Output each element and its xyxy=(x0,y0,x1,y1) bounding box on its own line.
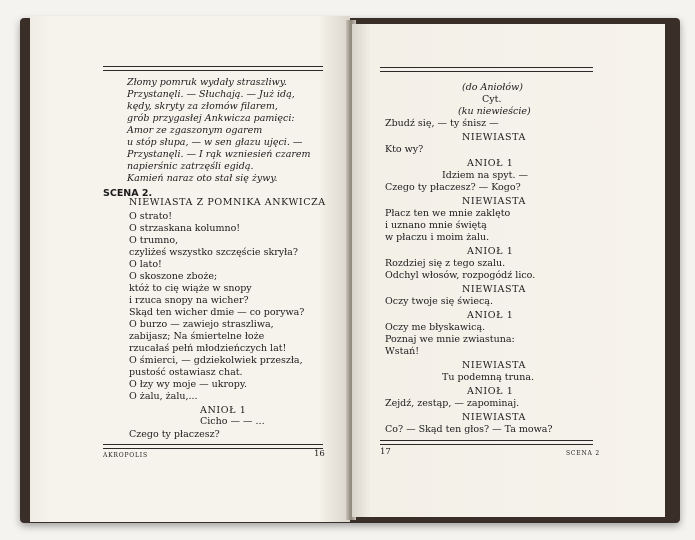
left-page xyxy=(30,16,350,522)
page-number: 17 xyxy=(380,447,391,457)
right-page xyxy=(352,24,665,517)
speaker-label: NIEWIASTA xyxy=(462,196,526,207)
angel-speaker: ANIOŁ 1 xyxy=(200,405,247,416)
stage-direction: Cyt. xyxy=(482,94,502,105)
angel-line: Cicho — — ... xyxy=(200,416,265,427)
verse-line: któż to cię wiąże w snopy xyxy=(129,283,252,294)
running-footer: SCENA 2 xyxy=(566,450,600,457)
bottom-rule xyxy=(380,440,593,445)
dialogue-line: Oczy me błyskawicą. xyxy=(385,322,486,333)
verse-line: zabijasz; Na śmiertelne łoże xyxy=(129,331,265,342)
speaker-label: NIEWIASTA xyxy=(462,360,526,371)
speaker-label: ANIOŁ 1 xyxy=(467,246,514,257)
intro-line: grób przygasłej Ankwicza pamięci: xyxy=(127,113,295,124)
dialogue-line: Oczy twoje się świecą. xyxy=(385,296,493,307)
intro-line: Kamień naraz oto stał się żywy. xyxy=(127,173,278,184)
dialogue-line: Idziem na spyt. — xyxy=(442,170,529,181)
verse-line: O lato! xyxy=(129,259,162,270)
verse-line: O żalu, żalu,... xyxy=(129,391,198,402)
dialogue-line: Czego ty płaczesz? — Kogo? xyxy=(385,182,521,193)
verse-line: Skąd ten wicher dmie — co porywa? xyxy=(129,307,305,318)
top-rule xyxy=(103,66,323,71)
dialogue-line: Co? — Skąd ten głos? — Ta mowa? xyxy=(385,424,553,435)
verse-line: O strato! xyxy=(129,211,173,222)
bottom-rule xyxy=(103,444,323,449)
verse-line: O trumno, xyxy=(129,235,179,246)
dialogue-line: Rozdziej się z tego szalu. xyxy=(385,258,506,269)
speaker-label: NIEWIASTA xyxy=(462,412,526,423)
intro-line: Złomy pomruk wydały straszliwy. xyxy=(127,77,287,88)
intro-line: Przystanęli. — I rąk wzniesień czarem xyxy=(127,149,311,160)
dialogue-line: Kto wy? xyxy=(385,144,424,155)
last-line: Czego ty płaczesz? xyxy=(129,429,220,440)
stage-direction: (ku niewieście) xyxy=(458,106,531,117)
dialogue-line: Wstań! xyxy=(385,346,420,357)
dialogue-line: Zejdź, zestąp, — zapominaj. xyxy=(385,398,520,409)
stage-direction: (do Aniołów) xyxy=(462,82,523,93)
intro-line: kędy, skryty za złomów filarem, xyxy=(127,101,278,112)
scene-label: SCENA 2. xyxy=(103,188,153,199)
verse-line: rzucałaś pełń młodzieńczych lat! xyxy=(129,343,287,354)
speaker-heading: NIEWIASTA Z POMNIKA ANKWICZA xyxy=(129,197,326,208)
dialogue-line: w płaczu i moim żalu. xyxy=(385,232,490,243)
verse-line: pustość ostawiasz chat. xyxy=(129,367,243,378)
intro-line: Przystanęli. — Słuchają. — Już idą, xyxy=(127,89,295,100)
verse-line: i rzuca snopy na wicher? xyxy=(129,295,249,306)
verse-line: czyliżeś wszystko szczęście skryła? xyxy=(129,247,298,258)
dialogue-line: i uznano mnie świętą xyxy=(385,220,487,231)
dialogue-line: Odchyl włosów, rozpogódź lico. xyxy=(385,270,536,281)
verse-line: O burzo — zawiejo straszliwa, xyxy=(129,319,274,330)
speaker-label: ANIOŁ 1 xyxy=(467,310,514,321)
verse-line: O strzaskana kolumno! xyxy=(129,223,241,234)
dialogue-line: Poznaj we mnie zwiastuna: xyxy=(385,334,515,345)
verse-line: O śmierci, — gdziekolwiek przeszła, xyxy=(129,355,303,366)
speaker-label: ANIOŁ 1 xyxy=(467,386,514,397)
intro-line: napierśnic zatrzęśli egidą. xyxy=(127,161,254,172)
intro-line: u stóp słupa, — w sen głazu ujęci. — xyxy=(127,137,303,148)
dialogue-line: Zbudź się, — ty śnisz — xyxy=(385,118,499,129)
running-footer: AKROPOLIS xyxy=(103,452,148,459)
intro-line: Amor ze zgaszonym ogarem xyxy=(127,125,263,136)
dialogue-line: Tu podemną truna. xyxy=(442,372,535,383)
speaker-label: NIEWIASTA xyxy=(462,284,526,295)
verse-line: O skoszone zboże; xyxy=(129,271,218,282)
dialogue-line: Płacz ten we mnie zaklęto xyxy=(385,208,511,219)
verse-line: O łzy wy moje — ukropy. xyxy=(129,379,247,390)
page-number: 16 xyxy=(314,449,325,459)
speaker-label: ANIOŁ 1 xyxy=(467,158,514,169)
top-rule xyxy=(380,67,593,72)
speaker-label: NIEWIASTA xyxy=(462,132,526,143)
